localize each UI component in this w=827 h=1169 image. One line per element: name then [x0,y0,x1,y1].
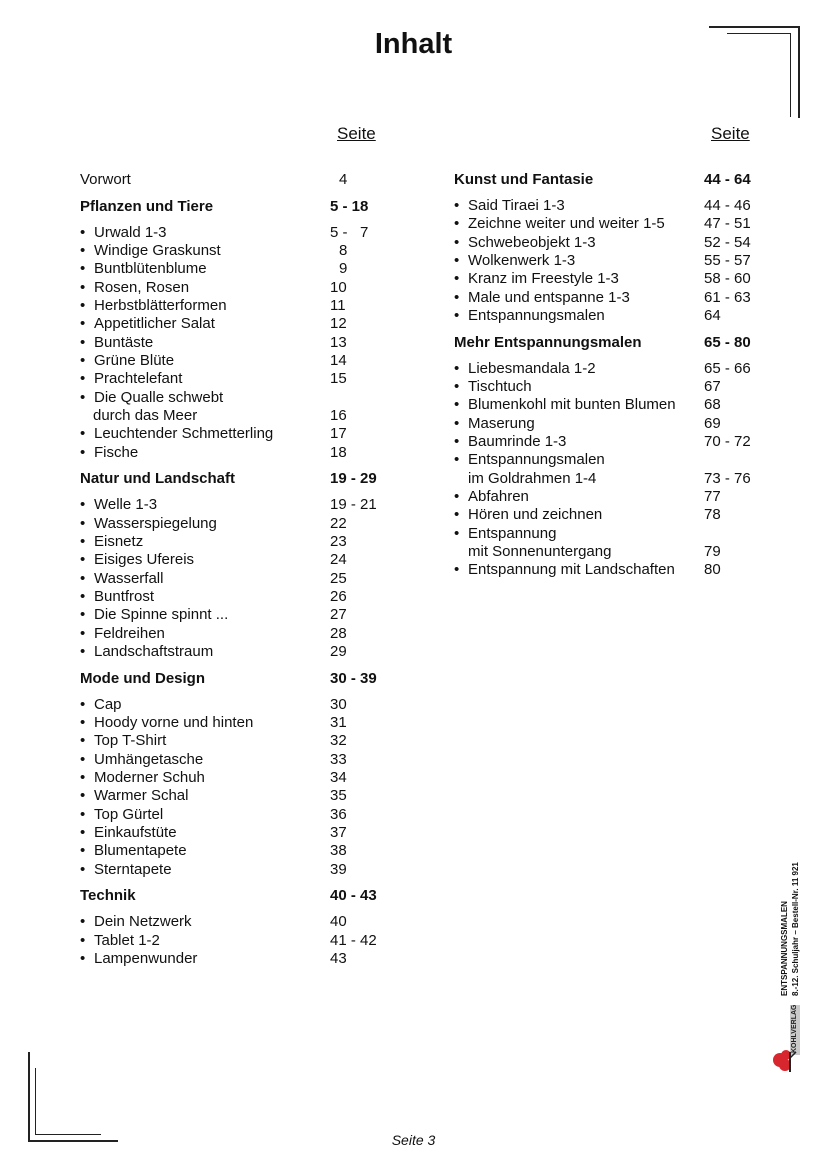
toc-entry-label: Moderner Schuh [94,768,205,786]
bullet-icon: • [80,370,86,388]
toc-entry-label: Warmer Schal [94,787,189,805]
toc-entry-page: 24 [330,551,347,569]
toc-entry-label: Fische [94,443,139,461]
bullet-icon: • [80,569,86,587]
toc-entry-label: Einkaufstüte [94,823,177,841]
toc-entry-page: 19 - 29 [330,470,377,488]
toc-entry-page: 44 - 64 [704,171,751,188]
bullet-icon: • [80,443,86,461]
bullet-icon: • [454,561,460,579]
bullet-icon: • [454,524,460,542]
bullet-icon: • [80,805,86,823]
toc-entry-page: 16 [330,407,347,424]
toc-entry-page: 5 - 7 [330,223,369,241]
toc-entry-label: Dein Netzwerk [94,913,192,931]
corner-line-left-outer [28,1052,30,1142]
toc-entry-page: 65 - 66 [704,359,751,377]
bullet-icon: • [80,496,86,514]
toc-entry-page: 37 [330,823,347,841]
toc-entry-label: Blumentapete [94,842,187,860]
toc-entry-label: Maserung [468,414,535,432]
toc-entry-page: 35 [330,787,347,805]
toc-entry-page: 55 - 57 [704,252,751,270]
corner-line-right-outer [798,26,800,118]
toc-entry-page: 33 [330,750,347,768]
toc-entry-page: 27 [330,606,347,624]
toc-entry-label: Vorwort [80,171,131,188]
toc-entry-label: Landschaftstraum [94,643,214,660]
bullet-icon: • [454,270,460,288]
toc-entry-label: Mehr Entspannungsmalen [454,333,642,351]
toc-entry-label: Die Spinne spinnt ... [94,606,229,624]
toc-entry-page: 28 [330,624,347,642]
page-title: Inhalt [374,28,453,60]
bullet-icon: • [454,359,460,377]
bullet-icon: • [80,624,86,642]
toc-entry-label: Lampenwunder [94,949,198,967]
toc-entry-page: 61 - 63 [704,288,751,306]
toc-entry-label: Windige Graskunst [94,241,221,259]
toc-entry-label: Top T-Shirt [94,732,167,750]
toc-entry-label: Entspannungsmalen [468,451,605,469]
toc-entry-label: Welle 1-3 [94,496,158,514]
toc-entry-label: Urwald 1-3 [94,223,167,241]
toc-entry-page: 10 [330,278,347,296]
toc-entry-page: 41 - 42 [330,931,377,949]
toc-entry-page: 58 - 60 [704,270,751,288]
toc-entry-page: 77 [704,488,721,506]
toc-entry-label: Kunst und Fantasie [454,171,594,188]
toc-entry-label: Hören und zeichnen [468,506,603,524]
toc-entry-page: 80 [704,561,721,579]
toc-entry-label: Mode und Design [80,669,205,687]
toc-entry-label: Entspannungsmalen [468,307,605,325]
toc-entry-label: im Goldrahmen 1-4 [468,469,597,487]
sidebar-title: ENTSPANNUNGSMALEN [780,901,789,996]
toc-entry-label: Kranz im Freestyle 1-3 [468,270,619,288]
toc-entry-label: Said Tiraei 1-3 [468,197,565,214]
right-column-page-header: Seite [711,124,750,143]
toc-entry-page: 23 [330,532,347,550]
toc-entry-page: 52 - 54 [704,233,751,251]
bullet-icon: • [454,197,460,214]
toc-entry-page: 12 [330,315,347,333]
toc-entry-label: Top Gürtel [94,805,164,823]
toc-entry-page: 43 [330,949,347,967]
toc-entry-label: Tablet 1-2 [94,931,160,949]
toc-entry-label: Buntäste [94,333,154,351]
publisher-name: KOHLVERLAG [791,1004,798,1053]
toc-entry-page: 68 [704,396,721,414]
toc-entry-label: Tischtuch [468,377,532,395]
toc-entry-page: 39 [330,860,347,878]
bullet-icon: • [80,587,86,605]
toc-entry-page: 13 [330,333,347,351]
toc-entry-label: durch das Meer [93,407,198,424]
toc-entry-label: Eisiges Ufereis [94,551,195,569]
toc-entry-label: Rosen, Rosen [94,278,190,296]
bullet-icon: • [80,823,86,841]
bullet-icon: • [80,551,86,569]
left-column-page-header: Seite [337,124,376,143]
bullet-icon: • [80,713,86,731]
toc-entry-label: Liebesmandala 1-2 [468,359,596,377]
corner-line-top-outer [709,26,799,28]
page-footer: Seite 3 [391,1132,436,1148]
toc-entry-page: 34 [330,768,347,786]
toc-entry-page: 38 [330,842,347,860]
toc-entry-label: Wasserfall [94,569,164,587]
toc-entry-page: 78 [704,506,721,524]
toc-entry-page: 40 [330,913,347,931]
toc-entry-label: Wasserspiegelung [94,514,217,532]
corner-line-left-inner [35,1068,36,1134]
toc-entry-page: 22 [330,514,347,532]
toc-entry-label: Cap [94,695,122,713]
toc-entry-page: 47 - 51 [704,215,751,233]
corner-line-right-inner [790,33,791,117]
bullet-icon: • [80,223,86,241]
toc-entry-label: Grüne Blüte [94,351,175,369]
toc-entry-label: Technik [80,887,136,905]
toc-entry-page: 29 [330,643,347,660]
toc-entry-page: 30 - 39 [330,669,377,687]
bullet-icon: • [454,377,460,395]
bullet-icon: • [80,949,86,967]
toc-entry-label: Schwebeobjekt 1-3 [468,233,596,251]
toc-entry-label: Herbstblätterformen [94,296,227,314]
toc-entry-label: mit Sonnenuntergang [468,543,612,561]
toc-entry-page: 67 [704,377,721,395]
toc-entry-page: 64 [704,307,721,325]
bullet-icon: • [80,842,86,860]
toc-entry-label: Entspannung [468,524,557,542]
bullet-icon: • [80,768,86,786]
toc-entry-label: Feldreihen [94,624,165,642]
bullet-icon: • [454,451,460,469]
toc-entry-label: Natur und Landschaft [80,470,236,488]
toc-entry-page: 5 - 18 [330,197,369,215]
bullet-icon: • [80,296,86,314]
toc-entry-label: Pflanzen und Tiere [80,197,214,215]
bullet-icon: • [80,787,86,805]
bullet-icon: • [454,506,460,524]
bullet-icon: • [80,514,86,532]
toc-entry-label: Prachtelefant [94,370,183,388]
toc-entry-page: 19 - 21 [330,496,377,514]
toc-entry-page: 17 [330,425,347,443]
bullet-icon: • [454,252,460,270]
bullet-icon: • [80,860,86,878]
bullet-icon: • [80,643,86,660]
toc-entry-page: 11 [330,296,346,314]
bullet-icon: • [80,750,86,768]
bullet-icon: • [454,288,460,306]
bullet-icon: • [454,414,460,432]
publisher-logo-icon [772,1046,798,1076]
bullet-icon: • [80,241,86,259]
toc-entry-label: Wolkenwerk 1-3 [468,252,576,270]
toc-entry-page: 25 [330,569,347,587]
bullet-icon: • [454,215,460,233]
bullet-icon: • [80,333,86,351]
bullet-icon: • [454,396,460,414]
bullet-icon: • [80,388,86,406]
toc-entry-label: Zeichne weiter und weiter 1-5 [468,215,665,233]
toc-entry-page: 79 [704,543,721,561]
bullet-icon: • [80,315,86,333]
bullet-icon: • [454,433,460,450]
toc-entry-label: Appetitlicher Salat [94,315,215,333]
toc-entry-label: Buntfrost [94,587,155,605]
toc-entry-page: 4 [339,171,348,188]
toc-entry-label: Die Qualle schwebt [94,388,224,406]
toc-entry-label: Sterntapete [94,860,172,878]
bullet-icon: • [80,260,86,278]
bullet-icon: • [454,307,460,325]
toc-entry-page: 44 - 46 [704,197,751,214]
bullet-icon: • [80,606,86,624]
bullet-icon: • [80,278,86,296]
toc-entry-page: 30 [330,695,347,713]
toc-entry-page: 15 [330,370,347,388]
toc-entry-page: 69 [704,414,721,432]
sidebar-imprint [778,818,806,1008]
toc-entry-page: 40 - 43 [330,887,377,905]
bullet-icon: • [454,233,460,251]
toc-entry-page: 9 [339,260,348,278]
toc-entry-page: 73 - 76 [704,469,751,487]
toc-entry-page: 70 - 72 [704,433,751,450]
bullet-icon: • [80,351,86,369]
bullet-icon: • [80,425,86,443]
bullet-icon: • [80,913,86,931]
bullet-icon: • [80,695,86,713]
corner-line-top-inner [727,33,791,34]
toc-entry-page: 14 [330,351,347,369]
toc-entry-label: Eisnetz [94,532,144,550]
bullet-icon: • [454,488,460,506]
toc-entry-label: Umhängetasche [94,750,204,768]
toc-entry-label: Blumenkohl mit bunten Blumen [468,396,676,414]
toc-entry-label: Male und entspanne 1-3 [468,288,630,306]
bullet-icon: • [80,532,86,550]
toc-entry-label: Baumrinde 1-3 [468,433,567,450]
toc-entry-page: 26 [330,587,347,605]
bullet-icon: • [80,732,86,750]
toc-entry-label: Hoody vorne und hinten [94,713,254,731]
bullet-icon: • [80,931,86,949]
toc-entry-label: Abfahren [468,488,529,506]
toc-entry-page: 31 [330,713,347,731]
sidebar-order-info: 8.-12. Schuljahr – Bestell-Nr. 11 921 [791,862,800,996]
toc-entry-page: 36 [330,805,347,823]
toc-entry-label: Buntblütenblume [94,260,207,278]
toc-entry-label: Leuchtender Schmetterling [94,425,274,443]
toc-entry-page: 32 [330,732,347,750]
toc-entry-label: Entspannung mit Landschaften [468,561,675,579]
toc-entry-page: 65 - 80 [704,333,751,351]
toc-entry-page: 8 [339,241,348,259]
toc-entry-page: 18 [330,443,347,461]
